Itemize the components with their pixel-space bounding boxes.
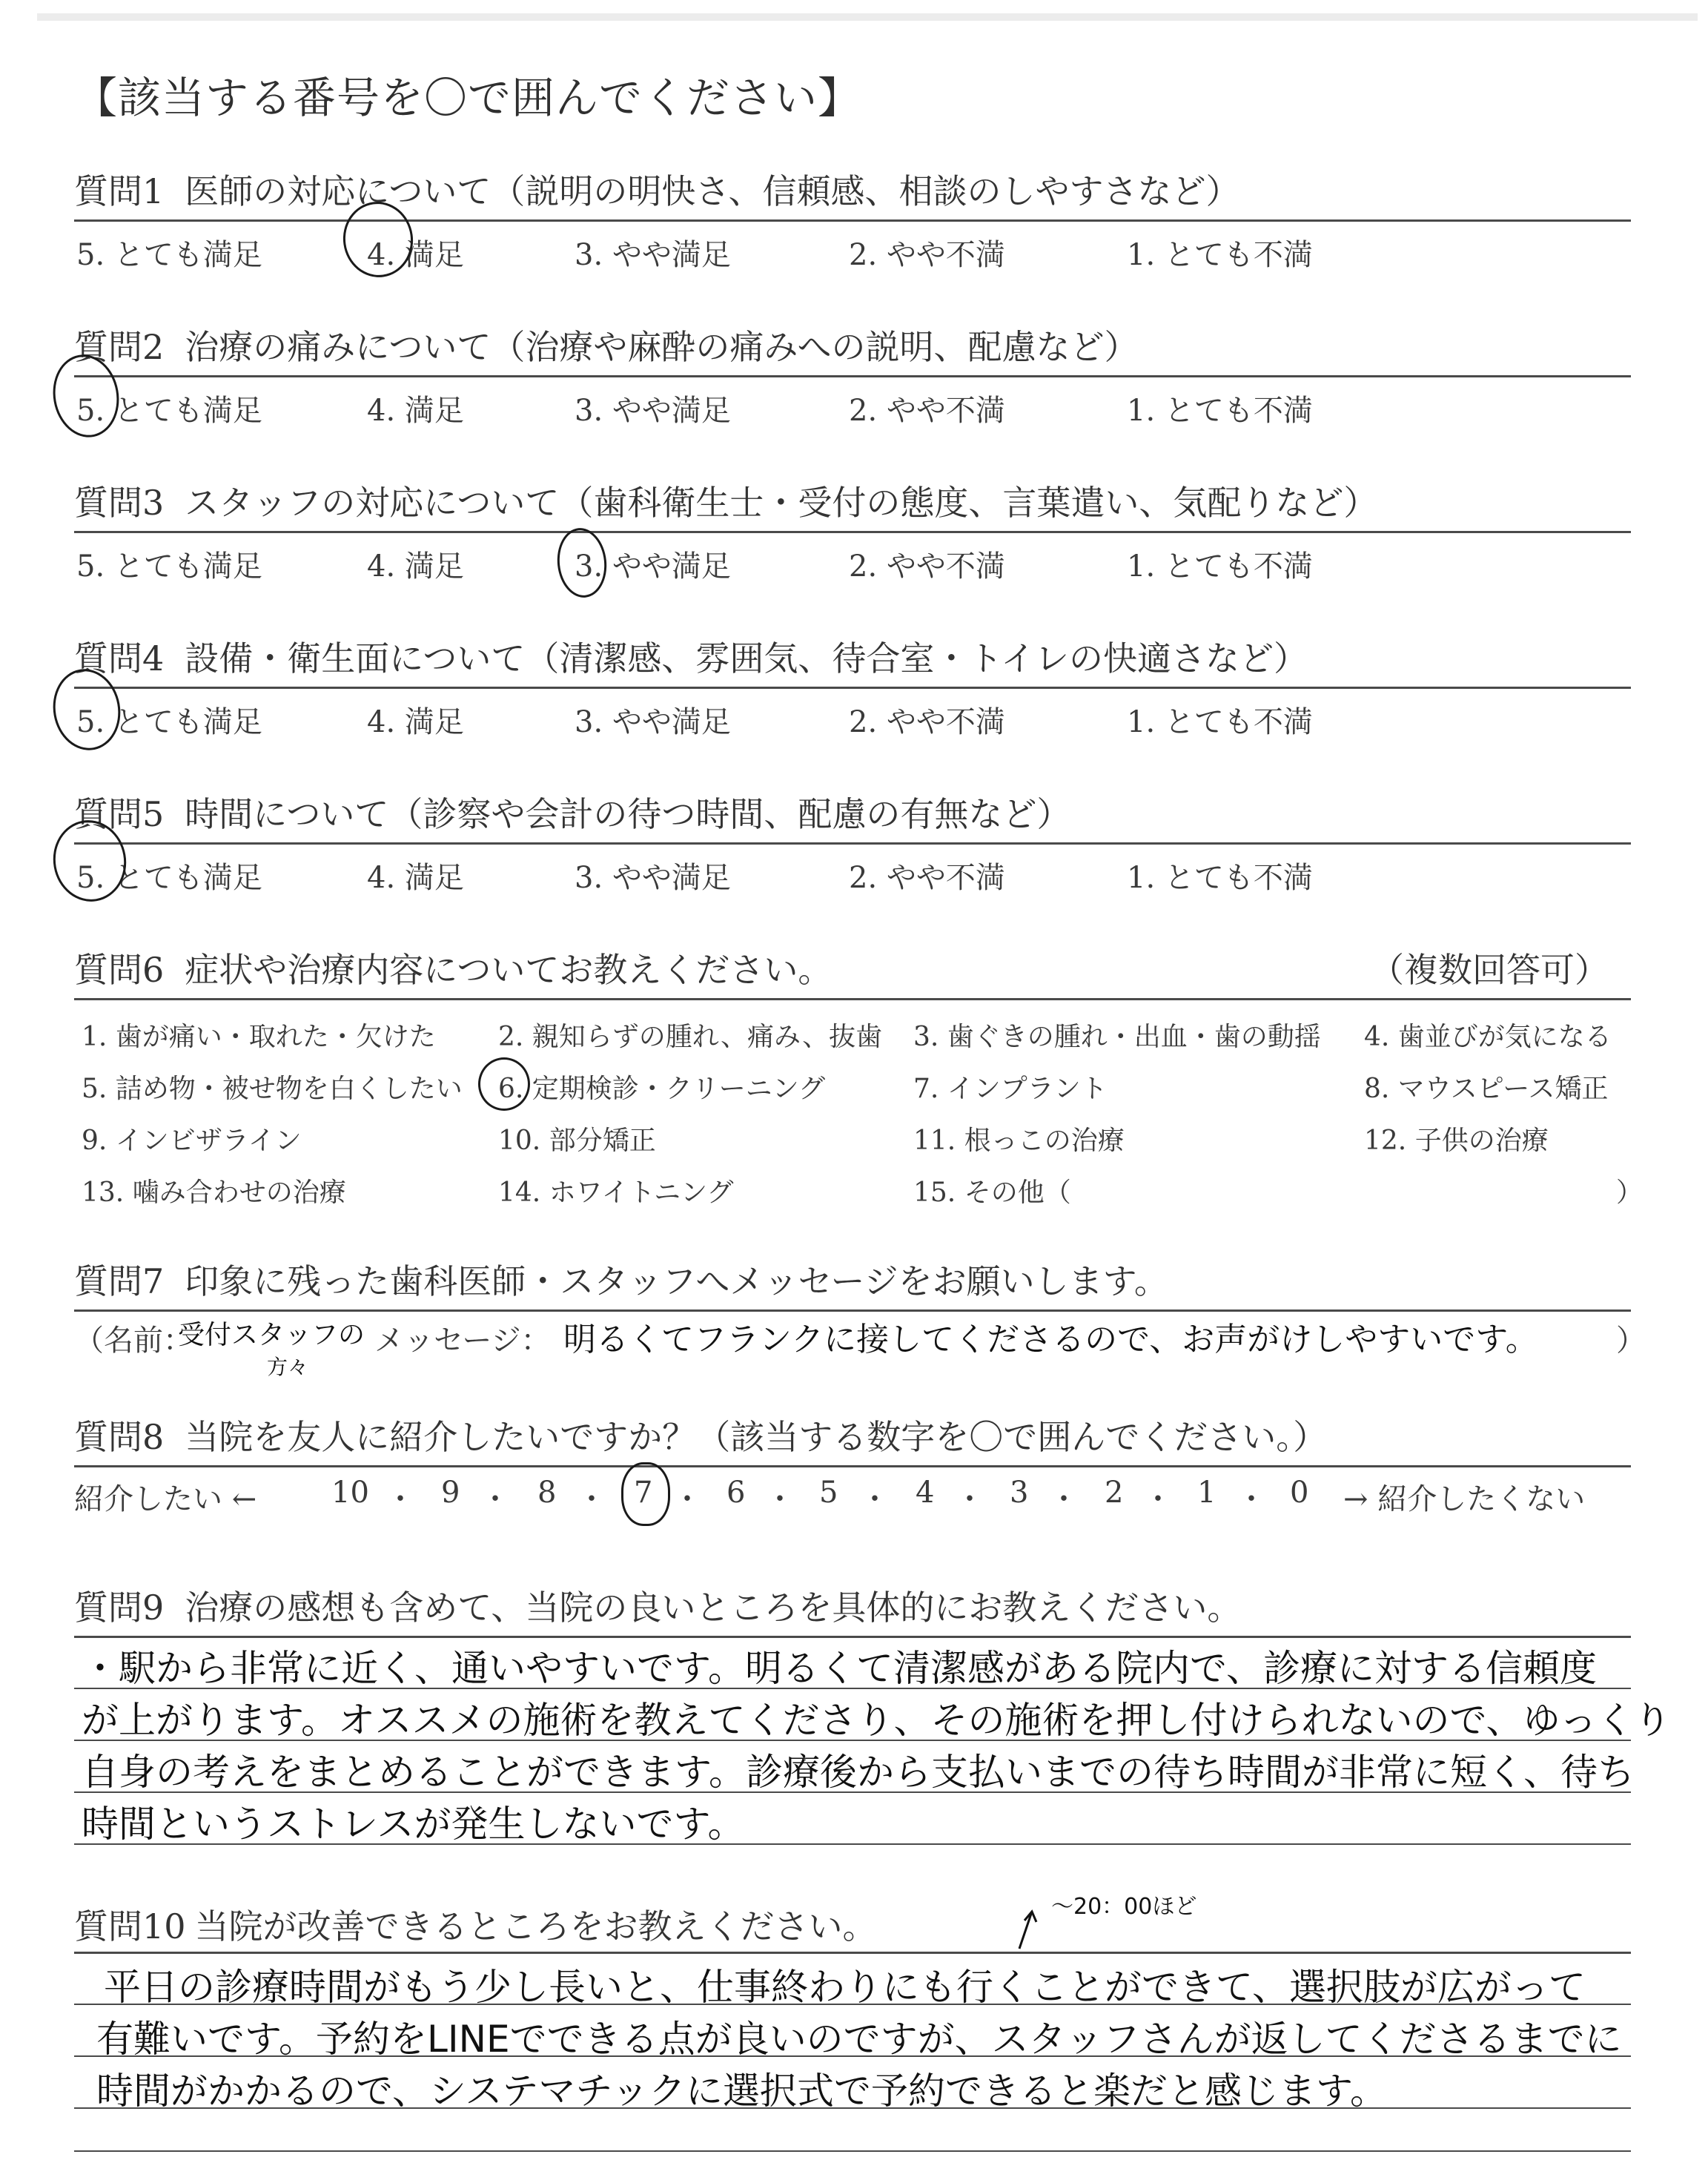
option-1[interactable]: 1. とても不満 xyxy=(1127,394,1313,428)
name-handwritten-suffix: 方々 xyxy=(267,1355,309,1379)
option-1[interactable]: 1. とても不満 xyxy=(1127,549,1313,584)
option-4[interactable]: 4. 満足 xyxy=(367,549,464,584)
scale-value[interactable]: 0 xyxy=(1290,1476,1309,1510)
q10-answer-line[interactable]: 有難いです。予約をLINEでできる点が良いのですが、スタッフさんが返してくださるまでに xyxy=(96,2018,1622,2061)
question-label: 質問5 xyxy=(74,794,165,834)
q10-handwritten-note: ～20：00ほど xyxy=(1051,1894,1197,1920)
symptom-option[interactable]: 12. 子供の治療 xyxy=(1364,1126,1549,1156)
q9-answer-line[interactable]: 自身の考えをまとめることができます。診療後から支払いまでの待ち時間が非常に短く、待ち xyxy=(82,1751,1635,1794)
option-4[interactable]: 4. 満足 xyxy=(367,861,464,895)
scale-left-label: 紹介したい ← xyxy=(74,1482,257,1516)
option-5[interactable]: 5. とても満足 xyxy=(76,705,262,739)
multiple-answer-note: （複数回答可） xyxy=(1370,950,1609,990)
scale-dot: ・ xyxy=(765,1482,795,1516)
scale-dot: ・ xyxy=(860,1482,890,1516)
option-4[interactable]: 4. 満足 xyxy=(367,705,464,739)
option-2[interactable]: 2. やや不満 xyxy=(849,549,1005,584)
option-5[interactable]: 5. とても満足 xyxy=(76,238,262,272)
option-3[interactable]: 3. やや満足 xyxy=(575,394,731,428)
question-text: スタッフの対応について（歯科衛生士・受付の態度、言葉遣い、気配りなど） xyxy=(185,483,1378,523)
question-label: 質問8 xyxy=(74,1417,165,1457)
symptom-option[interactable]: 15. その他（ xyxy=(913,1178,1071,1208)
symptom-option[interactable]: 1. 歯が痛い・取れた・欠けた xyxy=(82,1022,436,1052)
q9-answer-line[interactable]: 時間というストレスが発生しないです。 xyxy=(82,1803,745,1846)
question-label: 質問3 xyxy=(74,483,165,523)
question-label: 質問9 xyxy=(74,1588,165,1628)
symptom-option[interactable]: 10. 部分矯正 xyxy=(498,1126,656,1156)
symptom-option[interactable]: 8. マウスピース矯正 xyxy=(1364,1074,1609,1104)
symptom-option[interactable]: 3. 歯ぐきの腫れ・出血・歯の動揺 xyxy=(913,1022,1321,1052)
symptom-option[interactable]: 5. 詰め物・被せ物を白くしたい xyxy=(82,1074,463,1104)
question-label: 質問4 xyxy=(74,638,165,678)
message-close-paren: ） xyxy=(1616,1324,1646,1358)
q9-answer-line[interactable]: が上がります。オススメの施術を教えてくださり、その施術を押し付けられないので、ゆっくり xyxy=(82,1699,1671,1742)
symptom-option[interactable]: 7. インプラント xyxy=(913,1074,1108,1104)
option-5[interactable]: 5. とても満足 xyxy=(76,861,262,895)
question-label: 質問2 xyxy=(74,327,165,367)
question-text: 治療の痛みについて（治療や麻酔の痛みへの説明、配慮など） xyxy=(185,327,1139,367)
scale-value[interactable]: 6 xyxy=(726,1476,746,1510)
other-close-paren: ） xyxy=(1616,1178,1644,1208)
option-2[interactable]: 2. やや不満 xyxy=(849,238,1005,272)
scale-value[interactable]: 10 xyxy=(331,1476,369,1510)
option-3[interactable]: 3. やや満足 xyxy=(575,549,731,584)
symptom-option[interactable]: 6. 定期検診・クリーニング xyxy=(498,1074,826,1104)
scale-value[interactable]: 3 xyxy=(1010,1476,1029,1510)
option-2[interactable]: 2. やや不満 xyxy=(849,861,1005,895)
question-text: 印象に残った歯科医師・スタッフへメッセージをお願いします。 xyxy=(185,1261,1168,1301)
message-handwritten[interactable]: 明るくてフランクに接してくださるので、お声がけしやすいです。 xyxy=(563,1321,1538,1358)
option-5[interactable]: 5. とても満足 xyxy=(76,549,262,584)
caret-mark xyxy=(1019,1912,1036,1949)
option-4[interactable]: 4. 満足 xyxy=(367,238,464,272)
message-label: メッセージ： xyxy=(374,1324,551,1358)
scale-value[interactable]: 7 xyxy=(634,1476,653,1510)
question-text: 時間について（診察や会計の待つ時間、配慮の有無など） xyxy=(185,794,1071,834)
question-text: 当院が改善できるところをお教えください。 xyxy=(194,1906,877,1946)
question-label: 質問6 xyxy=(74,950,165,990)
scale-value[interactable]: 8 xyxy=(537,1476,557,1510)
q9-answer-line[interactable]: ・駅から非常に近く、通いやすいです。明るくて清潔感がある院内で、診療に対する信頼度 xyxy=(82,1647,1597,1690)
question-label: 質問1 xyxy=(74,171,165,211)
q10-answer-line[interactable]: 時間がかかるので、システマチックに選択式で予約できると楽だと感じます。 xyxy=(96,2070,1387,2113)
scale-dot: ・ xyxy=(955,1482,984,1516)
symptom-option[interactable]: 13. 噛み合わせの治療 xyxy=(82,1178,346,1208)
option-3[interactable]: 3. やや満足 xyxy=(575,238,731,272)
symptom-option[interactable]: 4. 歯並びが気になる xyxy=(1364,1022,1612,1052)
scale-dot: ・ xyxy=(1237,1482,1266,1516)
option-5[interactable]: 5. とても満足 xyxy=(76,394,262,428)
question-text: 症状や治療内容についてお教えください。 xyxy=(185,950,833,990)
scale-value[interactable]: 1 xyxy=(1197,1476,1217,1510)
scale-dot: ・ xyxy=(480,1482,510,1516)
symptom-option[interactable]: 11. 根っこの治療 xyxy=(913,1126,1125,1156)
option-1[interactable]: 1. とても不満 xyxy=(1127,238,1313,272)
form-header: 【該当する番号を〇で囲んでください】 xyxy=(74,73,862,123)
scale-dot: ・ xyxy=(672,1482,702,1516)
option-4[interactable]: 4. 満足 xyxy=(367,394,464,428)
option-1[interactable]: 1. とても不満 xyxy=(1127,861,1313,895)
scale-value[interactable]: 2 xyxy=(1105,1476,1124,1510)
symptom-option[interactable]: 14. ホワイトニング xyxy=(498,1178,734,1208)
question-text: 当院を友人に紹介したいですか？（該当する数字を〇で囲んでください。） xyxy=(185,1417,1328,1457)
scale-value[interactable]: 9 xyxy=(441,1476,460,1510)
option-2[interactable]: 2. やや不満 xyxy=(849,394,1005,428)
symptom-option[interactable]: 9. インビザライン xyxy=(82,1126,302,1156)
name-handwritten[interactable]: 受付スタッフの xyxy=(178,1320,365,1350)
scale-value[interactable]: 5 xyxy=(819,1476,838,1510)
option-3[interactable]: 3. やや満足 xyxy=(575,861,731,895)
scale-right-label: → 紹介したくない xyxy=(1343,1482,1586,1516)
option-3[interactable]: 3. やや満足 xyxy=(575,705,731,739)
scale-dot: ・ xyxy=(385,1482,415,1516)
scale-value[interactable]: 4 xyxy=(916,1476,935,1510)
question-text: 治療の感想も含めて、当院の良いところを具体的にお教えください。 xyxy=(185,1588,1242,1628)
question-text: 医師の対応について（説明の明快さ、信頼感、相談のしやすさなど） xyxy=(185,171,1240,211)
name-label: （名前： xyxy=(74,1324,193,1358)
symptom-option[interactable]: 2. 親知らずの腫れ、痛み、抜歯 xyxy=(498,1022,883,1052)
option-1[interactable]: 1. とても不満 xyxy=(1127,705,1313,739)
scale-dot: ・ xyxy=(1143,1482,1173,1516)
scale-dot: ・ xyxy=(577,1482,606,1516)
option-2[interactable]: 2. やや不満 xyxy=(849,705,1005,739)
scale-dot: ・ xyxy=(1049,1482,1079,1516)
question-text: 設備・衛生面について（清潔感、雰囲気、待合室・トイレの快適さなど） xyxy=(185,638,1308,678)
question-label: 質問10 xyxy=(74,1906,186,1946)
q10-answer-line[interactable]: 平日の診療時間がもう少し長いと、仕事終わりにも行くことができて、選択肢が広がって xyxy=(104,1966,1586,2009)
question-label: 質問7 xyxy=(74,1261,165,1301)
